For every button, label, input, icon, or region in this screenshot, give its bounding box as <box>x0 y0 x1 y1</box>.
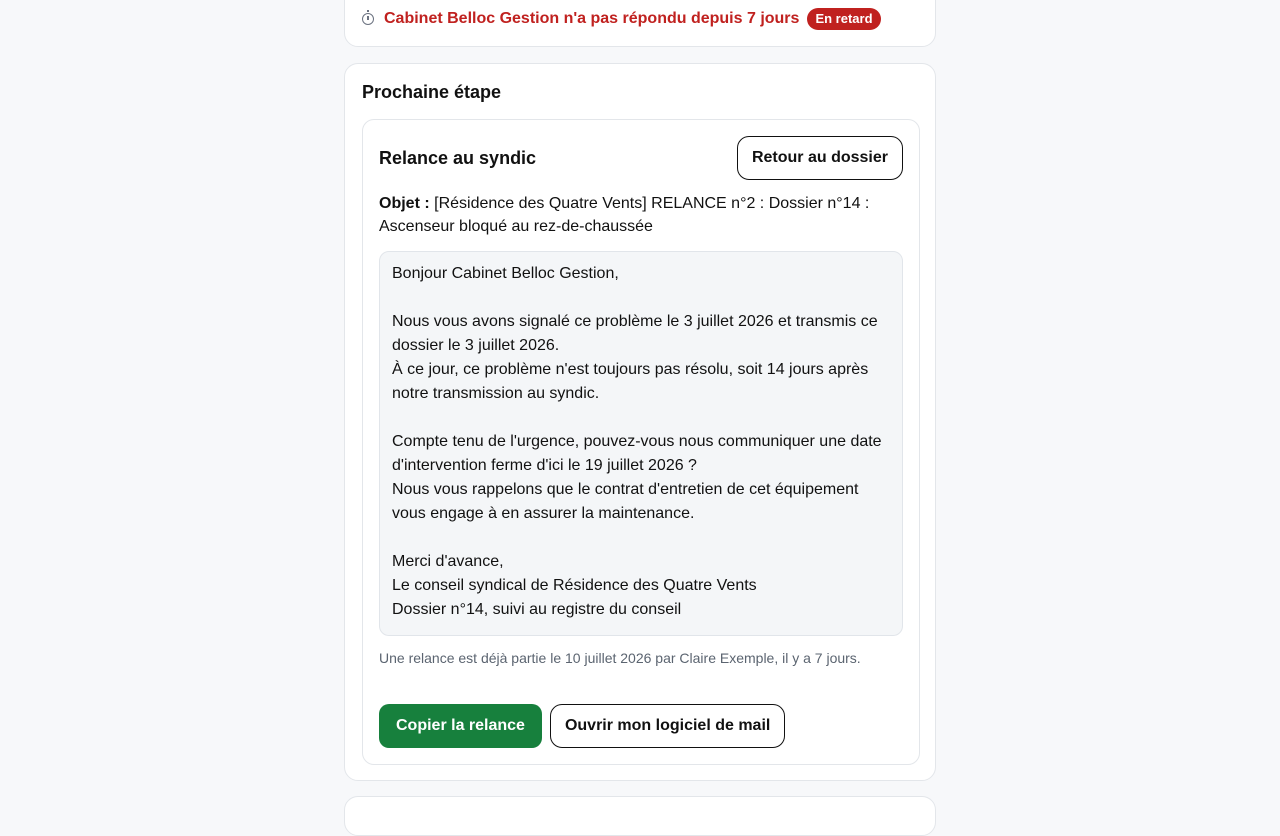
relance-card <box>362 119 920 765</box>
relance-header <box>379 136 903 180</box>
status-row <box>362 7 881 31</box>
previous-relance-note: Une relance est déjà partie le 10 juillet 2026 par Claire Exemple, il y a 7 jours. <box>379 650 861 666</box>
email-subject <box>379 192 905 238</box>
next-step-card <box>344 63 936 781</box>
relance-actions <box>379 704 785 748</box>
next-card <box>344 796 936 836</box>
status-text: Cabinet Belloc Gestion n'a pas répondu depuis 7 jours <box>384 10 800 27</box>
late-badge: En retard <box>807 8 880 30</box>
open-mail-button[interactable]: Ouvrir mon logiciel de mail <box>550 704 785 748</box>
timer-icon <box>362 13 374 25</box>
back-to-dossier-button[interactable]: Retour au dossier <box>737 136 903 180</box>
next-step-title: Prochaine étape <box>362 82 502 102</box>
status-card <box>344 0 936 47</box>
subject-label: Objet : <box>379 195 430 212</box>
relance-title: Relance au syndic <box>379 147 537 168</box>
copy-relance-button[interactable]: Copier la relance <box>379 704 542 748</box>
message-body[interactable]: Bonjour Cabinet Belloc Gestion, Nous vous avons signalé ce problème le 3 juillet 2026 et transmis ce dossier le 3 juillet 2026. À ce jour, ce problème n'est toujours pas résolu, soit 14 jours après notre transmission au syndic. Compte tenu de l'urgence, pouvez-vous nous communiquer une date d'intervention ferme d'ici le 19 juillet 2026 ? Nous vous rappelons que le contrat d'entretien de cet équipement vous engage à en assurer la maintenance. Merci d'avance, Le conseil syndical de Résidence des Quatre Vents Dossier n°14, suivi au registre du conseil <box>379 251 903 636</box>
subject-value: [Résidence des Quatre Vents] RELANCE n°2 : Dossier n°14 : Ascenseur bloqué au rez-de-chaussée <box>379 195 870 235</box>
